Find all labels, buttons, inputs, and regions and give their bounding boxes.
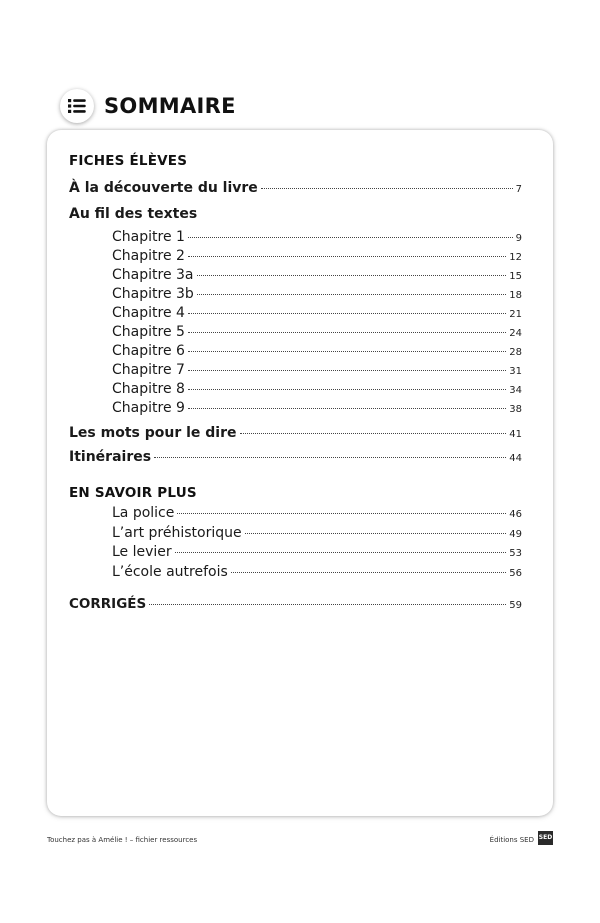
toc-entry-corriges — [69, 596, 522, 612]
toc-entry-page: 15 — [509, 271, 522, 282]
toc-entry-label: Chapitre 4 — [112, 305, 185, 321]
toc-entry-label: La police — [112, 505, 175, 521]
toc-entry-decouverte — [69, 180, 522, 196]
toc-entry-page: 44 — [509, 453, 522, 464]
toc-entry-label: Itinéraires — [69, 449, 152, 465]
dot-leader — [177, 513, 506, 514]
dot-leader — [231, 572, 507, 573]
toc-entry-chapitre — [112, 362, 522, 378]
toc-entry-label: Les mots pour le dire — [69, 425, 237, 441]
toc-entry-page: 31 — [509, 366, 522, 377]
page-title: SOMMAIRE — [104, 94, 236, 118]
toc-entry-page: 21 — [509, 309, 522, 320]
toc-entry-label: L’école autrefois — [112, 563, 228, 580]
toc-heading-au-fil — [69, 206, 522, 222]
toc-entry-page: 41 — [509, 429, 522, 440]
toc-entry-label: Chapitre 5 — [112, 324, 185, 340]
footer-publisher: Éditions SED — [489, 836, 534, 844]
toc-entry-chapitre — [112, 343, 522, 359]
toc-entry-chapitre — [112, 286, 522, 302]
toc-entry-label: Le levier — [112, 544, 172, 560]
section-heading-savoir: EN SAVOIR PLUS — [69, 485, 197, 501]
dot-leader — [188, 408, 506, 409]
toc-entry-label: CORRIGÉS — [69, 596, 147, 612]
toc-entry-label: Chapitre 3b — [112, 286, 194, 302]
toc-entry-itineraires — [69, 449, 522, 465]
toc-entry-chapitre — [112, 324, 522, 340]
toc-entry-page: 9 — [515, 233, 522, 244]
toc-entry-label: Chapitre 6 — [112, 343, 185, 359]
toc-entry-page: 28 — [509, 347, 522, 358]
toc-entry-page: 49 — [509, 528, 522, 540]
dot-leader — [188, 256, 506, 257]
dot-leader — [245, 533, 507, 534]
dot-leader — [188, 389, 506, 390]
dot-leader — [240, 433, 507, 434]
toc-entry-page: 7 — [515, 184, 522, 195]
toc-entry-page: 12 — [509, 252, 522, 263]
toc-entry-mots — [69, 425, 522, 441]
toc-entry-page: 59 — [509, 600, 522, 611]
dot-leader — [188, 332, 506, 333]
section-heading-fiches: FICHES ÉLÈVES — [69, 153, 188, 169]
dot-leader — [261, 188, 513, 189]
toc-entry-page: 46 — [509, 509, 522, 520]
toc-entry-label: Chapitre 9 — [112, 400, 185, 416]
dot-leader — [188, 313, 506, 314]
toc-entry-label: Chapitre 2 — [112, 248, 185, 264]
footer-book-title: Touchez pas à Amélie ! – fichier ressources — [47, 836, 198, 844]
toc-entry-page: 34 — [509, 385, 522, 396]
toc-entry-label: Chapitre 3a — [112, 267, 194, 283]
toc-entry-label: Chapitre 7 — [112, 362, 185, 378]
dot-leader — [188, 370, 506, 371]
toc-entry-label: À la découverte du livre — [69, 180, 258, 196]
toc-entry-chapitre — [112, 229, 522, 245]
toc-entry-chapitre — [112, 400, 522, 416]
dot-leader — [175, 552, 507, 553]
toc-entry-page: 24 — [509, 328, 522, 339]
toc-entry-label: Chapitre 1 — [112, 229, 185, 245]
toc-entry-chapitre — [112, 248, 522, 264]
toc-entry-page: 18 — [509, 290, 522, 301]
toc-entry-savoir — [112, 505, 522, 521]
toc-entry-chapitre — [112, 381, 522, 397]
publisher-logo: SED — [538, 831, 553, 845]
dot-leader — [188, 351, 506, 352]
toc-entry-page: 38 — [509, 404, 522, 415]
dot-leader — [197, 275, 507, 276]
toc-entry-label: Au fil des textes — [69, 206, 198, 222]
toc-entry-savoir — [112, 525, 522, 541]
toc-entry-savoir — [112, 564, 522, 580]
toc-entry-label: L’art préhistorique — [112, 524, 242, 541]
toc-entry-chapitre — [112, 305, 522, 321]
toc-entry-page: 56 — [509, 567, 522, 579]
toc-entry-chapitre — [112, 267, 522, 283]
dot-leader — [188, 237, 513, 238]
list-icon — [60, 89, 94, 123]
toc-entry-label: Chapitre 8 — [112, 381, 185, 397]
dot-leader — [154, 457, 506, 458]
sommaire-header — [60, 88, 236, 124]
toc-entry-page: 53 — [509, 548, 522, 559]
dot-leader — [197, 294, 506, 295]
toc-entry-savoir — [112, 544, 522, 560]
dot-leader — [149, 604, 506, 605]
